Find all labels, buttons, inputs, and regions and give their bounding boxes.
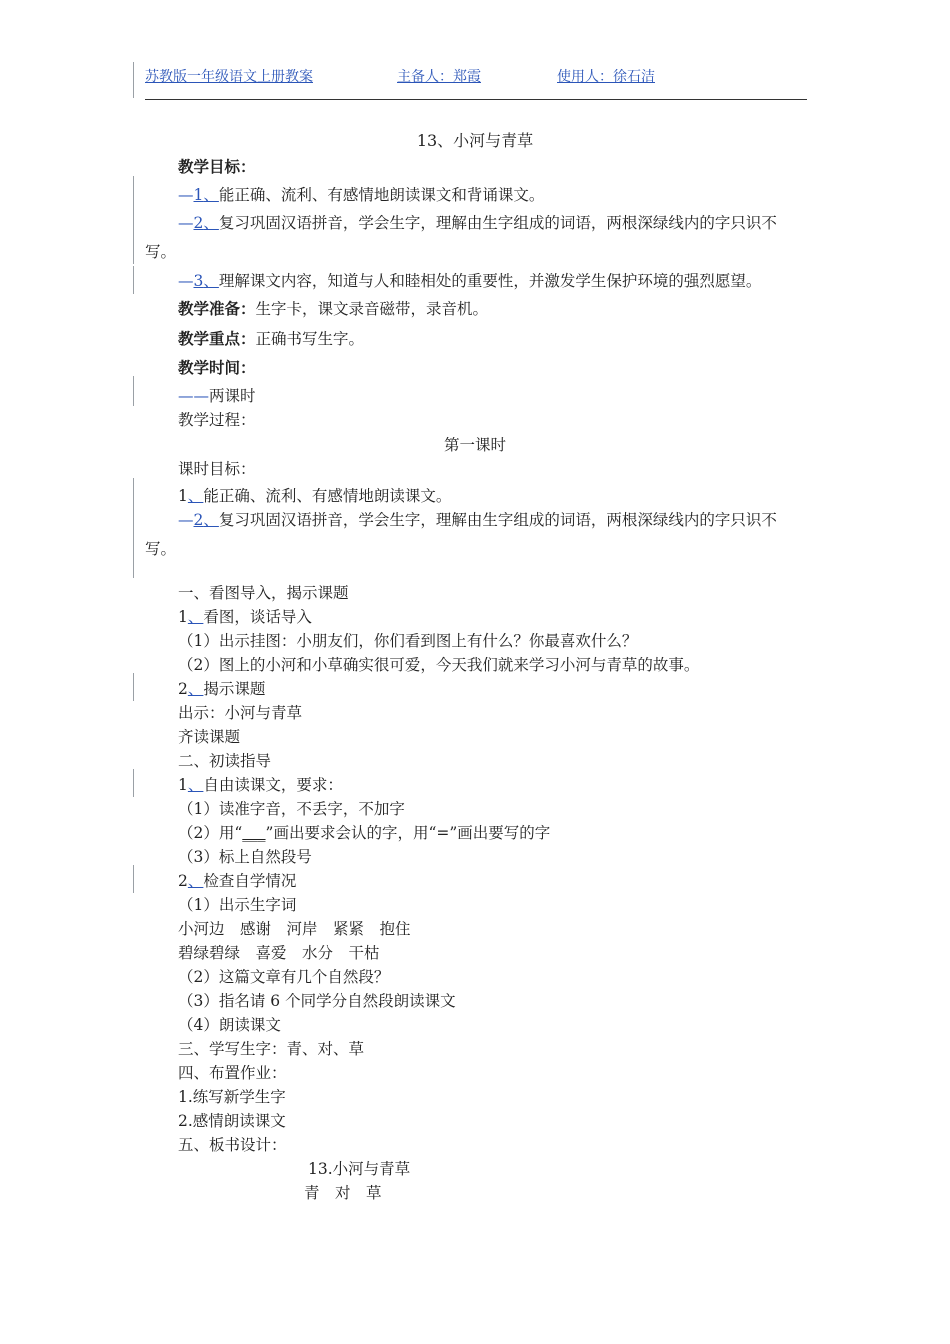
word-list: 碧绿碧绿 喜爱 水分 干枯 bbox=[178, 944, 380, 962]
board-characters: 青 对 草 bbox=[304, 1184, 382, 1202]
step-detail: （2）这篇文章有几个自然段？ bbox=[178, 968, 390, 986]
teaching-time: ——两课时 bbox=[178, 387, 256, 405]
step-detail: 出示：小河与青草 bbox=[178, 704, 303, 722]
lesson-goal-item: —2、复习巩固汉语拼音，学会生字，理解由生字组成的词语，两根深绿线内的字只识不写。 bbox=[145, 511, 777, 558]
change-bar bbox=[133, 769, 134, 797]
homework-item: 1.练写新学生字 bbox=[178, 1088, 286, 1106]
goals-heading: 教学目标： bbox=[178, 157, 256, 176]
board-title: 13.小河与青草 bbox=[308, 1160, 411, 1178]
change-bar bbox=[133, 865, 134, 893]
step-heading: 三、学写生字：青、对、草 bbox=[178, 1040, 365, 1058]
change-bar bbox=[133, 478, 134, 578]
step-item: 2、检查自学情况 bbox=[178, 872, 297, 890]
teaching-focus: 教学重点：正确书写生字。 bbox=[178, 329, 365, 348]
header-rule bbox=[145, 99, 807, 100]
step-item: 2、揭示课题 bbox=[178, 680, 266, 698]
goal-item: —1、能正确、流利、有感情地朗读课文和背诵课文。 bbox=[178, 186, 545, 204]
change-bar bbox=[133, 266, 134, 294]
homework-item: 2.感情朗读课文 bbox=[178, 1112, 286, 1130]
header-course: 苏教版一年级语文上册教案 bbox=[145, 69, 313, 85]
step-detail: （3）指名请 6 个同学分自然段朗读课文 bbox=[178, 992, 456, 1010]
lesson-goal-item: 1、能正确、流利、有感情地朗读课文。 bbox=[178, 487, 452, 505]
change-bar bbox=[133, 376, 134, 406]
step-detail: （1）出示生字词 bbox=[178, 896, 297, 914]
step-heading: 二、初读指导 bbox=[178, 752, 272, 770]
lesson-title: 第一课时 bbox=[443, 436, 506, 454]
change-bar bbox=[133, 176, 134, 264]
step-heading: 一、看图导入，揭示课题 bbox=[178, 584, 349, 602]
step-item: 1、看图，谈话导入 bbox=[178, 608, 312, 626]
step-detail: （2）用“___”画出要求会认的字，用“=”画出要写的字 bbox=[178, 824, 551, 842]
teaching-time-label: 教学时间： bbox=[178, 358, 256, 377]
page-title: 13、小河与青草 bbox=[416, 131, 534, 150]
step-detail: （1）出示挂图：小朋友们，你们看到图上有什么？你最喜欢什么？ bbox=[178, 632, 638, 650]
step-detail: （1）读准字音，不丢字，不加字 bbox=[178, 800, 405, 818]
change-bar bbox=[133, 62, 134, 98]
process-label: 教学过程： bbox=[178, 411, 256, 429]
header-preparer: 主备人：郑霞 bbox=[397, 69, 481, 85]
step-item: 1、自由读课文，要求： bbox=[178, 776, 343, 794]
word-list: 小河边 感谢 河岸 紧紧 抱住 bbox=[178, 920, 411, 938]
step-heading: 五、板书设计： bbox=[178, 1136, 287, 1154]
step-detail: （3）标上自然段号 bbox=[178, 848, 312, 866]
step-detail: 齐读课题 bbox=[178, 728, 241, 746]
step-heading: 四、布置作业： bbox=[178, 1064, 287, 1082]
header-user: 使用人：徐石洁 bbox=[557, 69, 655, 85]
change-bar bbox=[133, 673, 134, 701]
lesson-goals-label: 课时目标： bbox=[178, 460, 256, 478]
goal-item: —2、复习巩固汉语拼音，学会生字，理解由生字组成的词语，两根深绿线内的字只识不写。 bbox=[145, 214, 777, 261]
teaching-prep: 教学准备：生字卡，课文录音磁带，录音机。 bbox=[178, 299, 489, 318]
step-detail: （4）朗读课文 bbox=[178, 1016, 281, 1034]
step-detail: （2）图上的小河和小草确实很可爱，今天我们就来学习小河与青草的故事。 bbox=[178, 656, 700, 674]
goal-item: —3、理解课文内容，知道与人和睦相处的重要性，并激发学生保护环境的强烈愿望。 bbox=[178, 272, 762, 290]
